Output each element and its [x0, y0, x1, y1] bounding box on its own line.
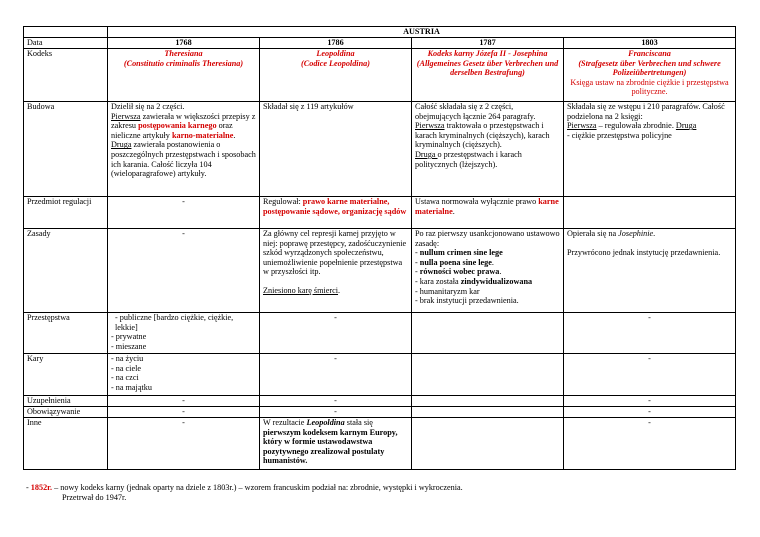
zasady-1803	[564, 229, 736, 313]
footer-year: 1852r.	[30, 483, 53, 492]
austria-codes-table	[23, 26, 736, 470]
budowa-1786: Składał się z 119 artykułów	[260, 102, 412, 197]
year-row	[24, 38, 736, 49]
przestepstwa-label: Przestępstwa	[24, 313, 108, 354]
zasady-1803-josephina: Josephinie	[618, 229, 654, 238]
zasady-row	[24, 229, 736, 313]
budowa-1768-text2: oraz nieliczne artykuły	[111, 121, 233, 140]
zasady-1803-period: .	[653, 229, 656, 238]
code-1786-sub: (Codice Leopoldina)	[301, 58, 370, 68]
list-item: - na majątku	[111, 382, 152, 392]
budowa-1768	[108, 102, 260, 197]
inne-1787	[412, 418, 564, 470]
inne-1786-bold: pierwszym kodeksem karnym Europy, który w formie ustawodawstwa pozytywnego zrealizował postulaty humanistów.	[263, 427, 398, 466]
list-item: - na życiu	[111, 354, 144, 363]
zasady-1768: -	[108, 229, 260, 313]
zasady-1787-intro: Po raz pierwszy usankcjonowano ustawowo zasadę:	[415, 229, 560, 248]
przestepstwa-1803: -	[564, 313, 736, 354]
przedmiot-1787-text: Ustawa normowała wyłącznie prawo	[415, 197, 539, 206]
footer-text: – nowy kodeks karny (jednak oparty na dziele z 1803r.) – wzorem francuskim podział na: zbrodnie, występki i wykroczenia.	[52, 483, 463, 492]
code-1787-sub: (Allgemeines Gesetz über Verbrechen und derselben Bestrafung)	[416, 58, 559, 78]
przedmiot-1787-period: .	[452, 206, 455, 216]
budowa-1803-intro: Składała się ze wstępu i 210 paragrafów. Całość podzielona na 2 księgi:	[567, 102, 725, 121]
kary-1786: -	[260, 354, 412, 396]
footer-note	[26, 483, 463, 503]
uzupelnienia-row	[24, 396, 736, 407]
code-1787-name: Kodeks karny Józefa II - Josephina	[427, 49, 548, 58]
budowa-1768-text3: zawierała postanowienia o poszczególnych przestępstwach i sposobach ich karania. Całość liczyła 104 (wieloparagrafowe) artykuły.	[111, 140, 256, 179]
budowa-1768-highlight2: karno-materialne	[171, 130, 234, 140]
budowa-1787-text2: o przestępstwach i karach politycznych (lżejszych).	[415, 149, 522, 169]
kary-1768	[108, 354, 260, 396]
code-1768	[108, 49, 260, 102]
inne-1768: -	[108, 418, 260, 470]
budowa-1787	[412, 102, 564, 197]
kary-label: Kary	[24, 354, 108, 396]
blank-corner-cell	[24, 27, 108, 38]
kary-1787	[412, 354, 564, 396]
uzupelnienia-1803: -	[564, 396, 736, 407]
inne-1786-text2: stała się	[344, 418, 373, 427]
przedmiot-1768: -	[108, 197, 260, 229]
year-1786: 1786	[260, 38, 412, 49]
przestepstwa-1768	[108, 313, 260, 354]
zasady-1786-text: Za główny cel represji karnej przyjęto w niej: poprawę przestępcy, zadośćuczynienie szkód wyrządzonych społeczeństwu, uniemożliwienie popełnienie przestępstwa w przyszłości itp.	[263, 229, 407, 277]
code-1803-name: Franciscana	[628, 49, 671, 58]
obowiazywanie-1803: -	[564, 407, 736, 418]
code-1768-sub: (Constitutio criminalis Theresiana)	[123, 58, 244, 68]
obowiazywanie-1786: -	[260, 407, 412, 418]
budowa-1803-text1: – regulowała zbrodnie.	[596, 121, 676, 131]
zasady-1786-death-penalty: Zniesiono karę śmierci	[263, 285, 339, 295]
code-1768-name: Theresiana	[164, 49, 203, 58]
przedmiot-label: Przedmiot regulacji	[24, 197, 108, 229]
year-1768: 1768	[108, 38, 260, 49]
code-1803-sub: (Strafgesetz über Verbrechen und schwere Polizeiübertretungen)	[578, 58, 721, 78]
list-item: - prywatne	[111, 332, 147, 342]
budowa-1768-period: .	[233, 130, 236, 140]
kodeks-row	[24, 49, 736, 102]
zasady-1787-item: - nullum crimen sine lege	[415, 248, 503, 258]
zasady-1787-item: - kara została zindywidualizowana	[415, 276, 533, 286]
budowa-1787-part2: Druga	[415, 149, 438, 159]
inne-1803: -	[564, 418, 736, 470]
przedmiot-1803	[564, 197, 736, 229]
budowa-1803-part1: Pierwsza	[567, 121, 597, 131]
zasady-1787-item: - humanitaryzm kar	[415, 286, 480, 296]
code-1803	[564, 49, 736, 102]
przedmiot-1787-highlight: karne materialne	[415, 197, 559, 216]
budowa-row	[24, 102, 736, 197]
przestepstwa-1786: -	[260, 313, 412, 354]
przestepstwa-row	[24, 313, 736, 354]
country-header-row	[24, 27, 736, 38]
year-1803: 1803	[564, 38, 736, 49]
budowa-1768-part1: Pierwsza	[111, 111, 141, 121]
budowa-1787-part1: Pierwsza	[415, 121, 445, 131]
obowiazywanie-1787	[412, 407, 564, 418]
budowa-1787-text1: traktowała o przestępstwach i karach kryminalnych (cięższych), karach kryminalnych (cięższych).	[415, 121, 550, 150]
footer-line2: Przetrwał do 1947r.	[62, 493, 127, 502]
uzupelnienia-label: Uzupełnienia	[24, 396, 108, 407]
budowa-1803	[564, 102, 736, 197]
zasady-1786-period: .	[338, 285, 341, 295]
code-1786	[260, 49, 412, 102]
footer-dash: -	[26, 483, 31, 492]
zasady-1786	[260, 229, 412, 313]
kodeks-label: Kodeks	[24, 49, 108, 102]
data-label: Data	[24, 38, 108, 49]
inne-row	[24, 418, 736, 470]
budowa-1787-intro: Całość składała się z 2 części, obejmujących łącznie 264 paragrafy.	[415, 102, 536, 121]
przestepstwa-1787	[412, 313, 564, 354]
przedmiot-1786-text: Regulował:	[263, 197, 303, 206]
country-heading: AUSTRIA	[108, 27, 736, 38]
przedmiot-1786-highlight: prawo karne materialne, postępowanie sądowe, organizację sądów	[263, 197, 407, 216]
kary-1803: -	[564, 354, 736, 396]
zasady-1787-item: - nulla poena sine lege.	[415, 257, 494, 267]
budowa-1803-part2: Druga	[675, 121, 697, 131]
budowa-1803-text2: - ciężkie przestępstwa policyjne	[567, 130, 672, 140]
inne-label: Inne	[24, 418, 108, 470]
code-1787	[412, 49, 564, 102]
inne-1786-leopoldina: Leopoldina	[306, 418, 345, 427]
list-item: - publiczne [bardzo ciężkie, ciężkie, lekkie]	[115, 313, 234, 332]
code-1803-note: Księga ustaw na zbrodnie ciężkie i przestępstwa polityczne.	[570, 77, 729, 97]
obowiazywanie-1768: -	[108, 407, 260, 418]
obowiazywanie-row	[24, 407, 736, 418]
budowa-1768-text1: zawierała w większości przepisy z zakresu	[111, 111, 256, 131]
przedmiot-1786	[260, 197, 412, 229]
przedmiot-1787	[412, 197, 564, 229]
year-1787: 1787	[412, 38, 564, 49]
inne-1786-text1: W rezultacie	[263, 418, 307, 427]
uzupelnienia-1787	[412, 396, 564, 407]
inne-1786	[260, 418, 412, 470]
uzupelnienia-1768: -	[108, 396, 260, 407]
list-item: - na ciele	[111, 363, 141, 373]
zasady-1803-text: Opierała się na	[567, 229, 619, 238]
przedmiot-row	[24, 197, 736, 229]
kary-row	[24, 354, 736, 396]
obowiazywanie-label: Obowiązywanie	[24, 407, 108, 418]
zasady-1787-item: - równości wobec prawa.	[415, 267, 502, 277]
zasady-label: Zasady	[24, 229, 108, 313]
list-item: - na czci	[111, 373, 139, 383]
code-1786-name: Leopoldina	[316, 49, 355, 58]
budowa-1768-highlight1: postępowania karnego	[138, 121, 217, 131]
zasady-1787-item: - brak instytucji przedawnienia.	[415, 296, 519, 306]
budowa-label: Budowa	[24, 102, 108, 197]
zasady-1787	[412, 229, 564, 313]
budowa-1768-intro: Dzielił się na 2 części.	[111, 102, 185, 111]
zasady-1803-przedawnienie: Przywrócono jednak instytucję przedawnienia.	[567, 247, 721, 257]
list-item: - mieszane	[111, 341, 147, 351]
budowa-1768-part2: Druga	[111, 140, 132, 150]
uzupelnienia-1786: -	[260, 396, 412, 407]
